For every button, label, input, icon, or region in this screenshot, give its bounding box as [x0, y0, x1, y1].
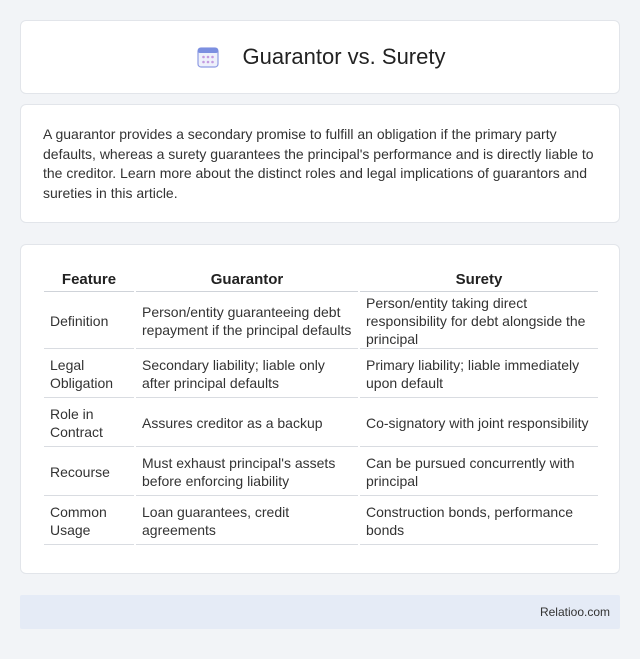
- surety-cell: Co-signatory with joint responsibility: [360, 400, 598, 447]
- table-header-row: [44, 269, 598, 292]
- intro-card: [20, 104, 620, 223]
- calendar-icon: [195, 44, 221, 70]
- guarantor-cell: Assures creditor as a backup: [136, 400, 358, 447]
- surety-cell: Construction bonds, performance bonds: [360, 498, 598, 545]
- page-title: Guarantor vs. Surety: [242, 44, 446, 69]
- footer: [20, 595, 620, 629]
- title-card: [20, 20, 620, 94]
- feature-cell: Role in Contract: [44, 400, 134, 447]
- feature-cell: Recourse: [44, 449, 134, 496]
- guarantor-cell: Loan guarantees, credit agreements: [136, 498, 358, 545]
- header-surety: Surety: [360, 269, 598, 292]
- table-row: [44, 351, 598, 398]
- feature-cell: Common Usage: [44, 498, 134, 545]
- table-row: [44, 400, 598, 447]
- surety-cell: Person/entity taking direct responsibility for debt alongside the principal: [360, 294, 598, 349]
- header-feature: Feature: [44, 269, 134, 292]
- footer-site-link[interactable]: Relatioo.com: [539, 605, 610, 619]
- guarantor-cell: Person/entity guaranteeing debt repayment if the principal defaults: [136, 294, 358, 349]
- table-row: [44, 498, 598, 545]
- surety-cell: Can be pursued concurrently with principal: [360, 449, 598, 496]
- guarantor-cell: Secondary liability; liable only after principal defaults: [136, 351, 358, 398]
- table-row: [44, 294, 598, 349]
- feature-cell: Legal Obligation: [44, 351, 134, 398]
- table-row: [44, 449, 598, 496]
- intro-text: A guarantor provides a secondary promise to fulfill an obligation if the primary party defaults, whereas a surety guarantees the principal's performance and is directly liable to the creditor. Learn more about the distinct roles and legal implications of guarantors and sureties in this article.: [43, 126, 594, 201]
- guarantor-cell: Must exhaust principal's assets before enforcing liability: [136, 449, 358, 496]
- surety-cell: Primary liability; liable immediately upon default: [360, 351, 598, 398]
- comparison-table: [42, 267, 600, 547]
- header-guarantor: Guarantor: [136, 269, 358, 292]
- feature-cell: Definition: [44, 294, 134, 349]
- comparison-card: [20, 244, 620, 574]
